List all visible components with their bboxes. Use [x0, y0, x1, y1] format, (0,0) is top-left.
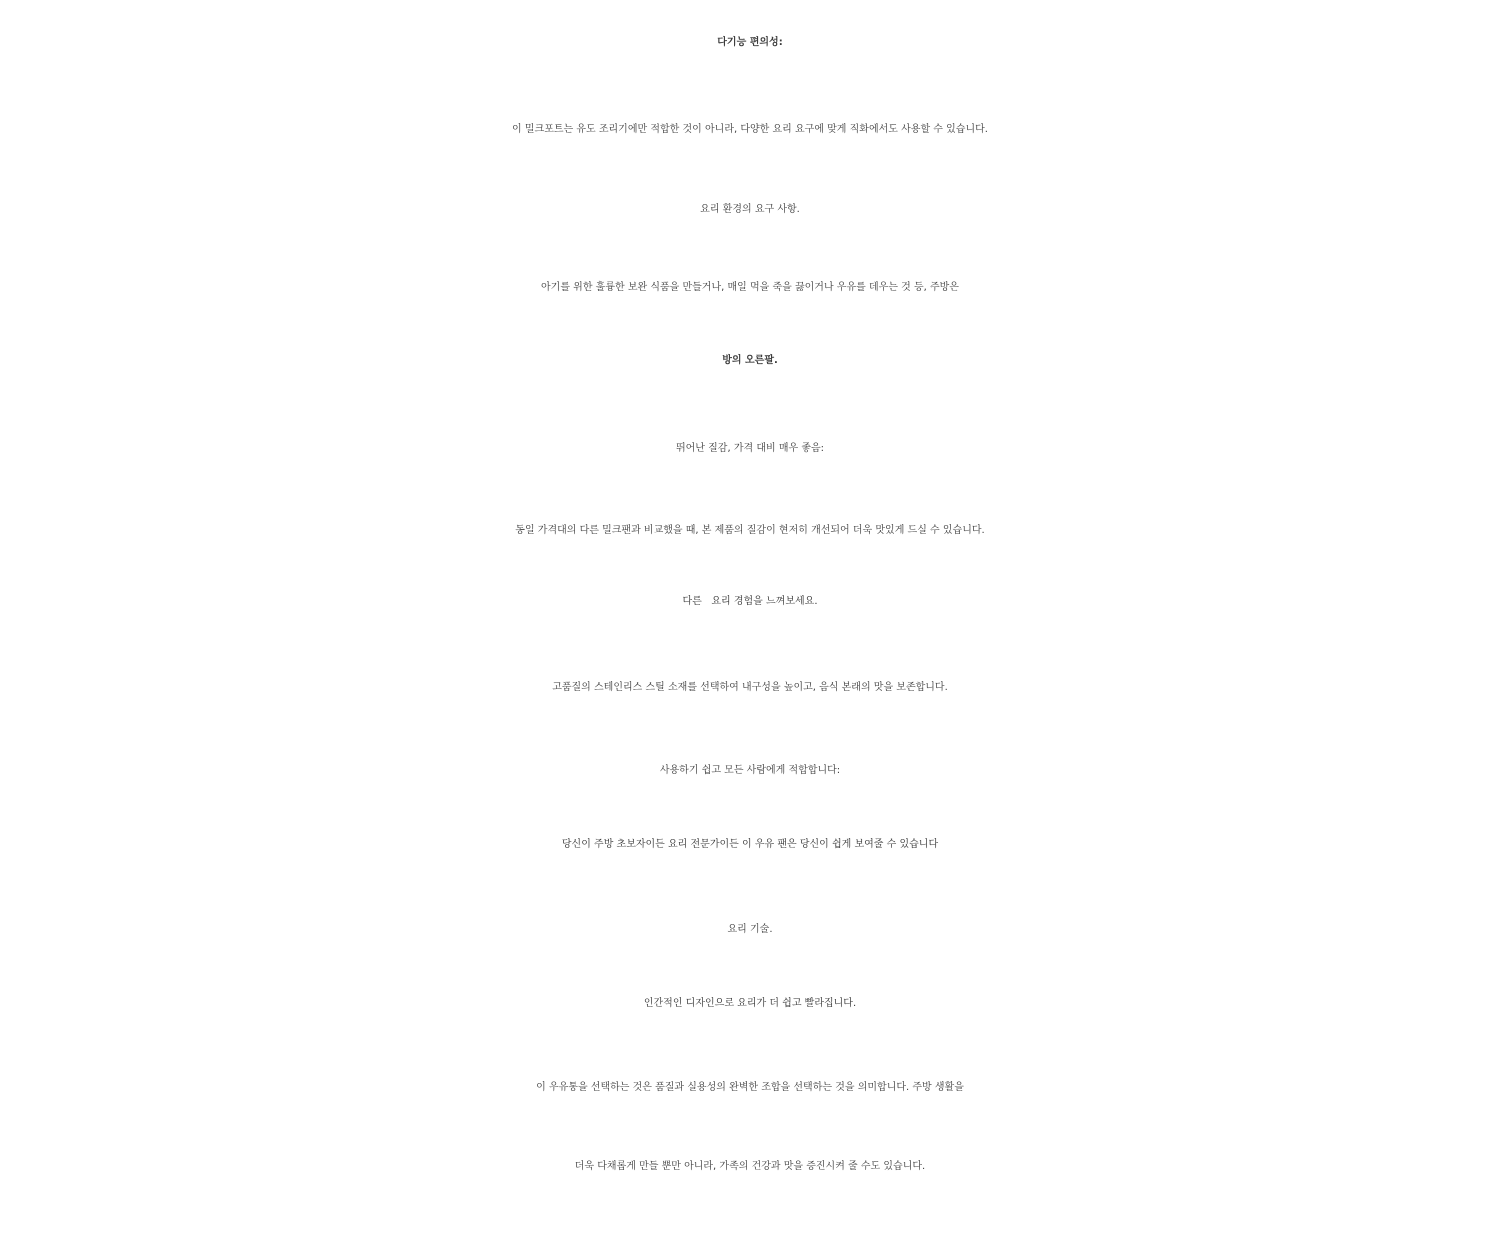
paragraph-beginner: 당신이 주방 초보자이든 요리 전문가이든 이 우유 팬은 당신이 쉽게 보여줄 수 있습니다 [561, 839, 939, 850]
paragraph-baby-food: 아기를 위한 훌륭한 보완 식품을 만들거나, 매일 먹을 죽을 끓이거나 우유를 데우는 것 등, 주방은 [541, 282, 959, 293]
heading-easy-use: 사용하기 쉽고 모든 사람에게 적합합니다: [659, 765, 841, 776]
heading-right-hand: 방의 오른팔. [722, 355, 778, 366]
paragraph-choice: 이 우유통을 선택하는 것은 품질과 실용성의 완벽한 조합을 선택하는 것을 의미합니다. 주방 생활을 [536, 1082, 964, 1093]
paragraph-cooking-skill: 요리 기술. [727, 924, 773, 935]
paragraph-cooking-needs: 요리 환경의 요구 사항. [700, 204, 800, 215]
heading-human-design: 인간적인 디자인으로 요리가 더 쉽고 빨라집니다. [643, 998, 857, 1009]
paragraph-induction: 이 밀크포트는 유도 조리기에만 적합한 것이 아니라, 다양한 요리 요구에 맞게 직화에서도 사용할 수 있습니다. [512, 124, 988, 135]
paragraph-family: 더욱 다채롭게 만들 뿐만 아니라, 가족의 건강과 맛을 증진시켜 줄 수도 있습니다. [574, 1161, 926, 1172]
heading-multifunction: 다기능 편의성: [717, 37, 783, 48]
heading-experience: 다른 요리 경험을 느껴보세요. [682, 596, 818, 607]
heading-texture: 뛰어난 질감, 가격 대비 매우 좋음: [675, 443, 825, 454]
paragraph-stainless: 고품질의 스테인리스 스틸 소재를 선택하여 내구성을 높이고, 음식 본래의 맛을 보존합니다. [552, 682, 948, 693]
paragraph-comparison: 동일 가격대의 다른 밀크팬과 비교했을 때, 본 제품의 질감이 현저히 개선되어 더욱 맛있게 드실 수 있습니다. [515, 525, 985, 536]
